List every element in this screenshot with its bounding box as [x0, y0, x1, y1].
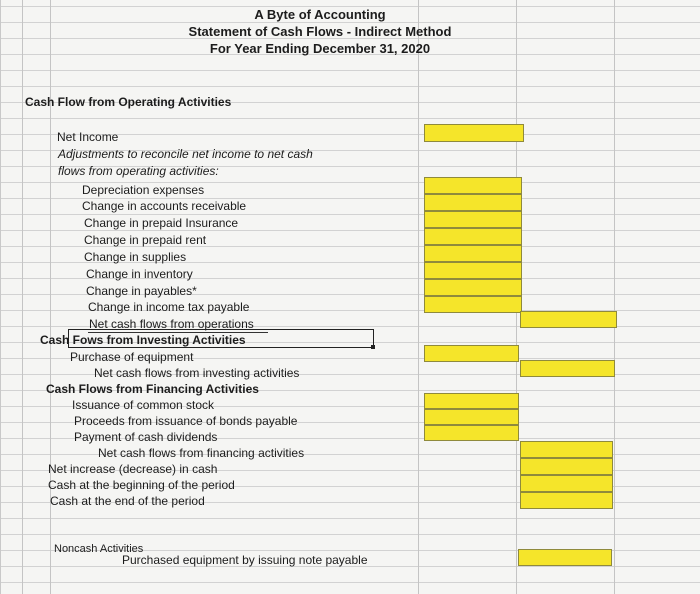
prepaid-rent-input[interactable]	[424, 228, 522, 245]
net-change-label: Net increase (decrease) in cash	[48, 462, 218, 476]
cash-dividends-input[interactable]	[424, 425, 519, 441]
inventory-label: Change in inventory	[86, 267, 193, 281]
cash-end-label: Cash at the end of the period	[50, 494, 205, 508]
statement-title: Statement of Cash Flows - Indirect Method	[188, 24, 452, 39]
prepaid-rent-label: Change in prepaid rent	[84, 233, 207, 247]
purchase-equipment-label: Purchase of equipment	[70, 350, 194, 364]
noncash-item-input[interactable]	[518, 549, 612, 566]
cash-dividends-label: Payment of cash dividends	[74, 430, 218, 444]
supplies-input[interactable]	[424, 245, 522, 262]
net-financing-label: Net cash flows from financing activities	[98, 446, 305, 460]
common-stock-label: Issuance of common stock	[72, 398, 215, 412]
net-investing-input[interactable]	[520, 360, 615, 377]
cash-beginning-label: Cash at the beginning of the period	[48, 478, 235, 492]
net-operations-input[interactable]	[520, 311, 617, 328]
accounts-receivable-input[interactable]	[424, 194, 522, 211]
noncash-item-label: Purchased equipment by issuing note payable	[122, 553, 368, 567]
cash-beginning-input[interactable]	[520, 475, 613, 492]
bonds-payable-label: Proceeds from issuance of bonds payable	[74, 414, 298, 428]
income-tax-label: Change in income tax payable	[88, 300, 250, 314]
accounts-receivable-label: Change in accounts receivable	[82, 199, 247, 213]
payables-input[interactable]	[424, 279, 522, 296]
bonds-payable-input[interactable]	[424, 409, 519, 425]
depreciation-label: Depreciation expenses	[82, 183, 205, 197]
supplies-label: Change in supplies	[84, 250, 187, 264]
period-title: For Year Ending December 31, 2020	[209, 41, 431, 56]
prepaid-insurance-label: Change in prepaid Insurance	[84, 216, 239, 230]
net-operations-label: Net cash flows from operations	[89, 317, 254, 331]
investing-heading-part1: Cash F	[40, 333, 81, 347]
financing-heading: Cash Flows from Financing Activities	[46, 382, 259, 396]
noncash-heading: Noncash Activities	[54, 543, 144, 555]
column-line	[614, 0, 615, 594]
column-line	[22, 0, 23, 594]
adjustments-label-2: flows from operating activities:	[58, 164, 219, 178]
net-income-input[interactable]	[424, 124, 524, 142]
depreciation-input[interactable]	[424, 177, 522, 194]
operating-heading: Cash Flow from Operating Activities	[25, 95, 232, 109]
inventory-input[interactable]	[424, 262, 522, 279]
net-investing-label: Net cash flows from investing activities	[94, 366, 300, 380]
company-title: A Byte of Accounting	[254, 7, 386, 22]
payables-label: Change in payables*	[86, 284, 197, 298]
investing-heading-part2: ows from Investing Activities	[80, 333, 246, 347]
income-tax-input[interactable]	[424, 296, 522, 313]
net-change-input[interactable]	[520, 458, 613, 475]
common-stock-input[interactable]	[424, 393, 519, 409]
net-financing-input[interactable]	[520, 441, 613, 458]
column-line	[418, 0, 419, 594]
adjustments-label-1: Adjustments to reconcile net income to net cash	[58, 147, 313, 161]
prepaid-insurance-input[interactable]	[424, 211, 522, 228]
fill-handle[interactable]	[371, 345, 375, 349]
purchase-equipment-input[interactable]	[424, 345, 519, 362]
cash-end-input[interactable]	[520, 492, 613, 509]
net-income-label: Net Income	[57, 130, 119, 144]
